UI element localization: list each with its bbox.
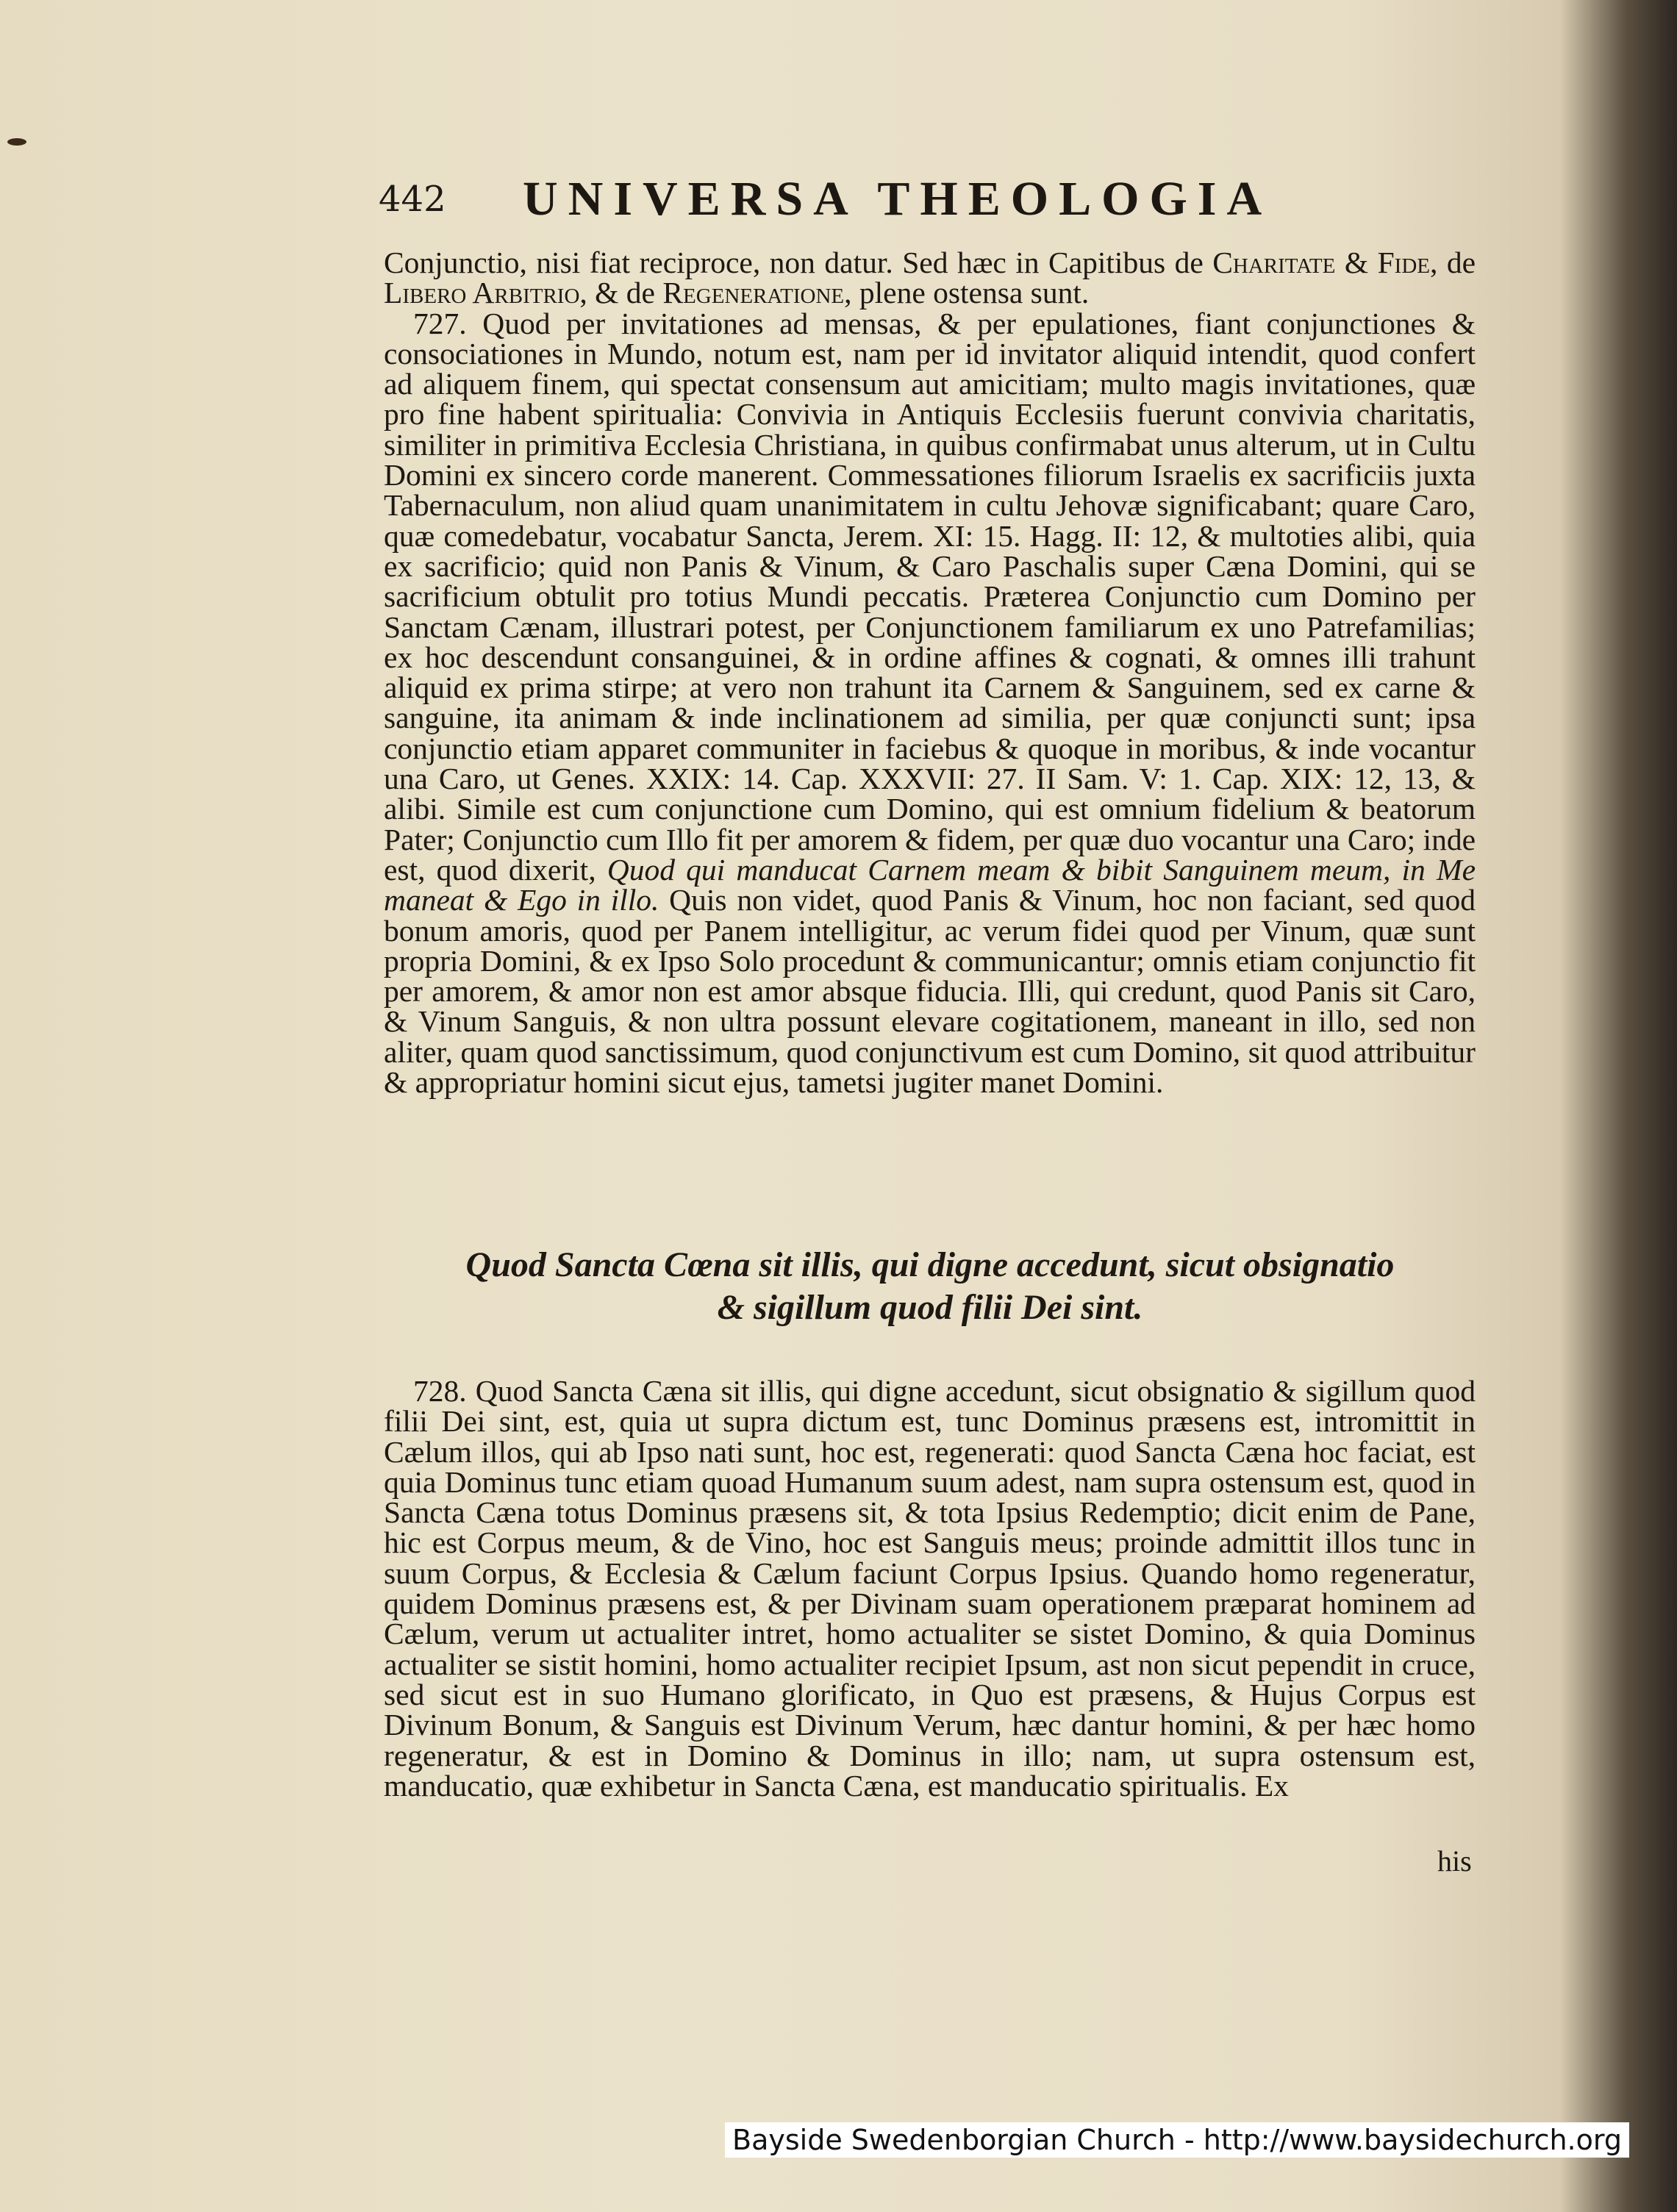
small-caps-term: Charitate <box>1212 246 1336 279</box>
text-run: Quis non videt, quod Panis & Vinum, hoc non faciant, sed quod bonum amoris, quod per Panem intelligitur, ac verum fidei quod per Vinum, quæ sunt propria Domini, & ex Ipso Solo procedunt & communicantur; omnis etiam conjunctio fit per amorem, & amor non est amor absque fiducia. Illi, qui credunt, quod Panis sit Caro, & Vinum Sanguis, & non ultra possunt elevare cogitationem, maneant in illo, sed non aliter, quam quod sanctissimum, quod conjunctivum est cum Domino, sit quod attribuitur & appropriatur homini sicut ejus, tametsi jugiter manet Domini. <box>384 883 1476 1100</box>
italic-quote: Quod qui manducat Carnem meam & bibit Sanguinem meum, in Me maneat & Ego in illo. <box>384 852 1476 917</box>
catchword: his <box>1437 1844 1472 1878</box>
section-727 <box>384 248 1476 1098</box>
page-number: 442 <box>379 179 446 220</box>
small-caps-term: Regeneratione <box>662 276 845 310</box>
watermark-credit: Bayside Swedenborgian Church - http://www.baysidechurch.org <box>725 2122 1629 2158</box>
heading-line-1: Quod Sancta Cœna sit illis, qui digne accedunt, sicut obsignatio <box>465 1245 1395 1284</box>
text-run: Conjunctio, nisi fiat reciproce, non datur. Sed hæc in Capitibus de <box>384 246 1213 279</box>
paragraph-intro <box>384 248 1476 309</box>
running-title: UNIVERSA THEOLOGIA <box>523 172 1273 226</box>
text-run: , & de <box>579 276 663 310</box>
text-run: , de <box>1430 246 1476 279</box>
text-run: 727. Quod per invitationes ad mensas, & per epulationes, fiant conjunctiones & consociationes in Mundo, notum est, nam per id invitator aliquid intendit, quod confert ad aliquem finem, qui spectat consensum aut amicitiam; multo magis invitationes, quæ pro fine habent spiritualia: Convivia in Antiquis Ecclesiis fuerunt convivia charitatis, similiter in primitiva Ecclesia Christiana, in quibus confirmabat unus alterum, ut in Cultu Domini ex sincero corde manerent. Commessationes filiorum Israelis ex sacrificiis juxta Tabernaculum, non aliud quam unanimitatem in cultu Jehovæ significabant; quare Caro, quæ comedebatur, vocabatur Sancta, Jerem. XI: 15. Hagg. II: 12, & multoties alibi, quia ex sacrificio; quid non Panis & Vinum, & Caro Paschalis super Cæna Domini, qui se sacrificium obtulit pro totius Mundi peccatis. Præterea Conjunctio cum Domino per Sanctam Cænam, illustrari potest, per Conjunctionem familiarum ex uno Patrefamilias; ex hoc descendunt consanguinei, & in ordine affines & cognati, & omnes illi trahunt aliquid ex prima stirpe; at vero non trahunt ita Carnem & Sanguinem, sed ex carne & sanguine, ita animam & inde inclinationem ad similia, per quæ conjuncti sunt; ipsa conjunctio etiam apparet communiter in faciebus & quoque in moribus, & inde vocantur una Caro, ut Genes. XXIX: 14. Cap. XXXVII: 27. II Sam. V: 1. Cap. XIX: 12, 13, & alibi. Simile est cum conjunctione cum Domino, qui est omnium fidelium & beatorum Pater; Conjunctio cum Illo fit per amorem & fidem, per quæ duo vocantur una Caro; inde est, quod dixerit, <box>384 306 1476 887</box>
small-caps-term: Libero Arbitrio <box>384 276 580 310</box>
section-728 <box>384 1376 1476 1801</box>
text-run: & <box>1335 246 1378 279</box>
text-run: , plene ostensa sunt. <box>844 276 1090 310</box>
paragraph-727 <box>384 306 1476 1100</box>
section-heading <box>379 1244 1481 1329</box>
ink-spot <box>7 138 26 146</box>
paragraph-728: 728. Quod Sancta Cæna sit illis, qui digne accedunt, sicut obsignatio & sigillum quod filii Dei sint, est, quia ut supra dictum est, tunc Dominus præsens est, intromittit in Cælum illos, qui ab Ipso nati sunt, hoc est, regenerati: quod Sancta Cæna hoc faciat, est quia Dominus tunc etiam quoad Humanum suum adest, nam supra ostensum est, quod in Sancta Cæna totus Dominus præsens sit, & tota Ipsius Redemptio; dicit enim de Pane, hic est Corpus meum, & de Vino, hoc est Sanguis meus; proinde admittit illos tunc in suum Corpus, & Ecclesia & Cælum faciunt Corpus Ipsius. Quando homo regeneratur, quidem Dominus præsens est, & per Divinam suam operationem præparat hominem ad Cælum, verum ut actualiter intret, homo actualiter se sistet Domino, & quia Dominus actualiter se sistit homini, homo actualiter recipiet Ipsum, ast non sicut pependit in cruce, sed sicut est in suo Humano glorificato, in Quo est præsens, & Hujus Corpus est Divinum Bonum, & Sanguis est Divinum Verum, hæc dantur homini, & per hæc homo regeneratur, & est in Domino & Dominus in illo; nam, ut supra ostensum est, manducatio, quæ exhibetur in Sancta Cæna, est manducatio spiritualis. Ex <box>384 1374 1476 1803</box>
page-header <box>379 171 1511 230</box>
small-caps-term: Fide <box>1377 246 1430 279</box>
heading-line-2: & sigillum quod filii Dei sint. <box>717 1288 1143 1327</box>
